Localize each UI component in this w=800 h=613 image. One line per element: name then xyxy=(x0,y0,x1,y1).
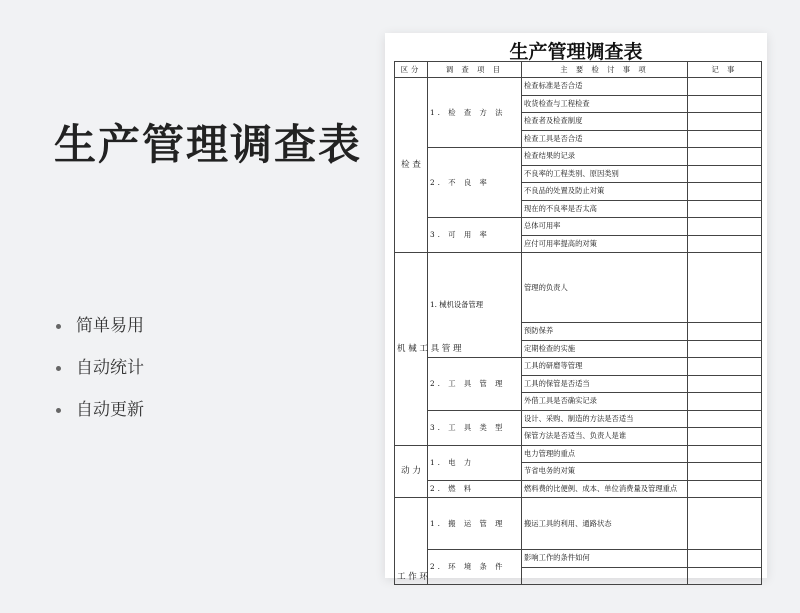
category-work-env: 工 作 环 xyxy=(395,498,428,585)
table-cell: 管理的负责人 xyxy=(522,253,688,323)
table-cell: 外借工具是否确实记录 xyxy=(522,393,688,411)
header-notes: 记 事 xyxy=(688,62,762,78)
notes-cell xyxy=(688,183,762,201)
header-matters: 主 要 检 讨 事 项 xyxy=(522,62,688,78)
notes-cell xyxy=(688,253,762,323)
document-title: 生产管理调查表 xyxy=(509,41,643,63)
notes-cell xyxy=(688,130,762,148)
notes-cell xyxy=(688,95,762,113)
feature-list xyxy=(54,316,144,442)
notes-cell xyxy=(688,375,762,393)
notes-cell xyxy=(688,323,762,341)
notes-cell xyxy=(688,218,762,236)
feature-item: 简单易用 xyxy=(54,316,144,358)
item-tool-type: 3. 工 具 类 型 xyxy=(428,410,522,445)
notes-cell xyxy=(688,165,762,183)
notes-cell xyxy=(688,358,762,376)
category-machinery: 机 械 工 具 管 理 xyxy=(395,253,428,446)
notes-cell xyxy=(688,567,762,585)
table-cell: 不良品的处置及防止对策 xyxy=(522,183,688,201)
table-cell: 检查结果的记录 xyxy=(522,148,688,166)
notes-cell xyxy=(688,480,762,498)
notes-cell xyxy=(688,550,762,568)
table-cell: 保管方法是否适当、负责人是谁 xyxy=(522,428,688,446)
promo-title: 生产管理调查表 xyxy=(54,120,363,169)
table-cell: 节省电务的对策 xyxy=(522,463,688,481)
table-cell: 应付可用率提高的对策 xyxy=(522,235,688,253)
document-preview xyxy=(385,33,767,582)
table-cell: 影响工作的条件如何 xyxy=(522,550,688,568)
header-item: 调 查 项 目 xyxy=(428,62,522,78)
survey-table xyxy=(394,61,762,585)
notes-cell xyxy=(688,148,762,166)
item-defect: 2. 不 良 率 xyxy=(428,148,522,218)
table-cell xyxy=(522,567,688,585)
item-electric: 1. 电 力 xyxy=(428,445,522,480)
table-header-row xyxy=(395,62,762,78)
notes-cell xyxy=(688,445,762,463)
item-transport: 1. 搬 运 管 理 xyxy=(428,498,522,550)
table-cell: 现在的不良率是否太高 xyxy=(522,200,688,218)
table-cell: 预防保养 xyxy=(522,323,688,341)
feature-item: 自动统计 xyxy=(54,358,144,400)
item-environment: 2. 环 境 条 件 xyxy=(428,550,522,585)
table-cell: 定期检查的实施 xyxy=(522,340,688,358)
notes-cell xyxy=(688,340,762,358)
table-cell: 工具的研磨等管理 xyxy=(522,358,688,376)
notes-cell xyxy=(688,235,762,253)
item-equipment: 1. 械机设备管理 xyxy=(428,253,522,358)
table-cell: 检查工具是否合适 xyxy=(522,130,688,148)
table-cell: 搬运工具的利用、通路状态 xyxy=(522,498,688,550)
notes-cell xyxy=(688,200,762,218)
notes-cell xyxy=(688,498,762,550)
category-power: 动 力 xyxy=(395,445,428,498)
feature-item: 自动更新 xyxy=(54,400,144,442)
table-cell: 检查标准是否合适 xyxy=(522,78,688,96)
notes-cell xyxy=(688,113,762,131)
table-cell: 总体可用率 xyxy=(522,218,688,236)
item-method: 1. 检 查 方 法 xyxy=(428,78,522,148)
notes-cell xyxy=(688,393,762,411)
notes-cell xyxy=(688,463,762,481)
item-tool-mgmt: 2. 工 具 管 理 xyxy=(428,358,522,411)
table-cell: 燃料费的比便例、成本、单位消费量及管理重点 xyxy=(522,480,688,498)
notes-cell xyxy=(688,428,762,446)
table-cell: 不良率的工程类别、原因类别 xyxy=(522,165,688,183)
table-cell: 工具的保管是否适当 xyxy=(522,375,688,393)
table-cell: 电力管理的重点 xyxy=(522,445,688,463)
notes-cell xyxy=(688,410,762,428)
table-cell: 检查者及检查制度 xyxy=(522,113,688,131)
table-cell: 设计、采购、制造的方法是否适当 xyxy=(522,410,688,428)
notes-cell xyxy=(688,78,762,96)
category-inspection: 检 查 xyxy=(395,78,428,253)
item-fuel: 2. 燃 料 xyxy=(428,480,522,498)
table-cell: 收货检查与工程检查 xyxy=(522,95,688,113)
header-category: 区分 xyxy=(395,62,428,78)
item-usable: 3. 可 用 率 xyxy=(428,218,522,253)
